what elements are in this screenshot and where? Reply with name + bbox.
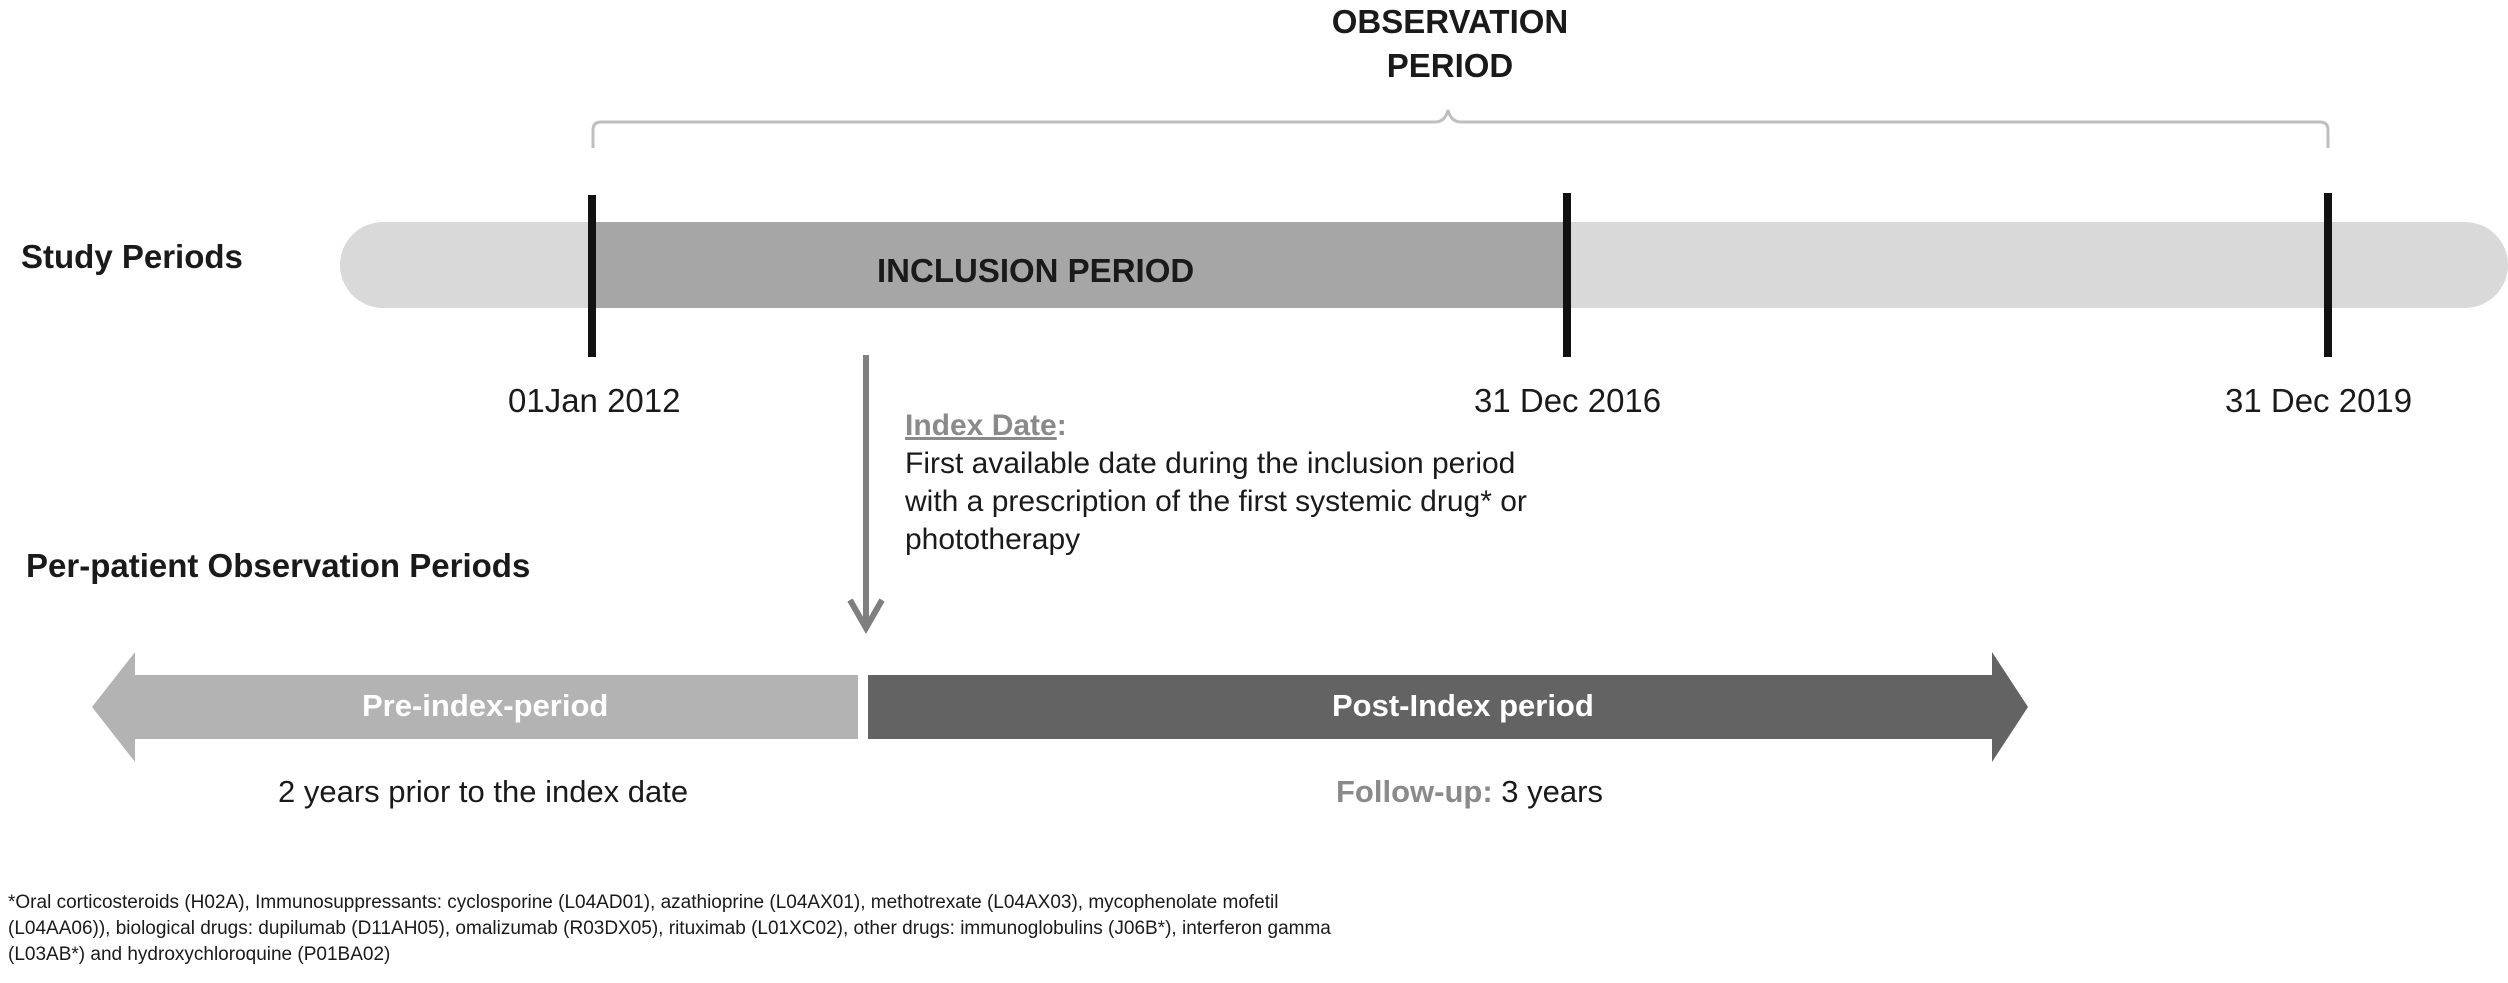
index-date-heading: Index Date (905, 409, 1057, 442)
study-periods-label: Study Periods (21, 238, 243, 275)
index-date-description: First available date during the inclusion period with a prescription of the first systemic drug* or phototherapy (905, 447, 1527, 556)
post-index-label: Post-Index period (1332, 688, 1594, 723)
inclusion-period-label: INCLUSION PERIOD (877, 252, 1195, 289)
observation-period-title (1190, 0, 1710, 88)
pre-index-label: Pre-index-period (362, 688, 609, 723)
observation-title-line1: OBSERVATION (1331, 3, 1569, 40)
date-start: 01Jan 2012 (508, 382, 681, 419)
date-observation-end: 31 Dec 2019 (2225, 382, 2413, 419)
follow-up-duration: 3 years (1501, 774, 1603, 809)
observation-bracket (593, 110, 2328, 148)
marker-inclusion-end (1563, 193, 1571, 357)
marker-start (588, 195, 596, 357)
date-inclusion-end: 31 Dec 2016 (1474, 382, 1662, 419)
marker-observation-end (2324, 193, 2332, 357)
per-patient-label: Per-patient Observation Periods (26, 547, 531, 584)
post-index-caption (1336, 774, 1603, 810)
pre-index-caption: 2 years prior to the index date (278, 774, 689, 809)
follow-up-heading: Follow-up: (1336, 774, 1493, 809)
index-date-note (905, 407, 1545, 559)
observation-title-line2: PERIOD (1386, 47, 1514, 84)
footnote: *Oral corticosteroids (H02A), Immunosuppressants: cyclosporine (L04AD01), azathioprine (L04AX01), methotrexate (L04AX03), mycophenolate mofetil (L04AA06)), biological drugs: dupilumab (D11AH05), omalizumab (R03DX05), rituximab (L01XC02), other drugs: immunoglobulins (J06B*), interferon gamma (L03AB*) and hydroxychloroquine (P01BA02) (8, 892, 1331, 965)
index-date-colon: : (1056, 409, 1067, 442)
